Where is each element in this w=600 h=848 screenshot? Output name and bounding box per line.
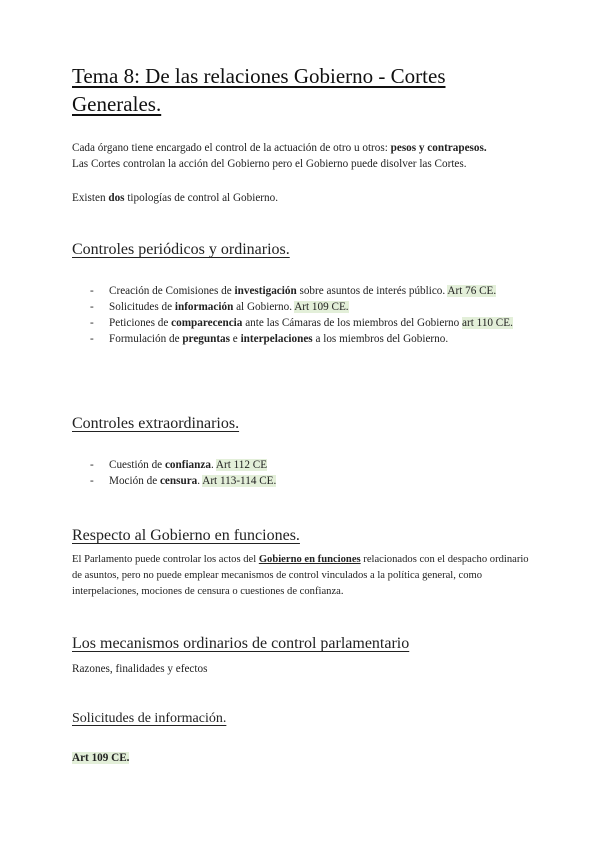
tipologias-paragraph xyxy=(72,190,534,206)
gobierno-en-funciones-term: Gobierno en funciones xyxy=(258,554,361,565)
section-heading-mecanismos: Los mecanismos ordinarios de control parlamentario xyxy=(72,635,410,652)
tipologias-bold: dos xyxy=(108,192,125,204)
article-ref: Art 112 CE xyxy=(215,459,268,471)
list-item: - Solicitudes de información al Gobierno. Art 109 CE. xyxy=(90,301,349,313)
list-item: - Peticiones de comparecencia ante las Cámaras de los miembros del Gobierno art 110 CE. xyxy=(90,317,513,329)
article-ref: Art 109 CE. xyxy=(72,752,130,764)
intro-text: Cada órgano tiene encargado el control de la actuación de otro u otros: xyxy=(72,142,391,154)
intro-bold: pesos y contrapesos. xyxy=(390,142,487,154)
mecanismos-subtitle: Razones, finalidades y efectos xyxy=(72,663,208,675)
article-ref: Art 109 CE. xyxy=(294,301,349,313)
page-title: Tema 8: De las relaciones Gobierno - Cortes Generales. xyxy=(72,64,446,116)
tipologias-post: tipologías de control al Gobierno. xyxy=(124,192,279,204)
article-ref: Art 113-114 CE. xyxy=(202,475,277,487)
article-ref: Art 76 CE. xyxy=(447,285,497,297)
tipologias-pre: Existen xyxy=(72,192,109,204)
list-item: - Moción de censura. Art 113-114 CE. xyxy=(90,475,277,487)
solicitudes-ref xyxy=(72,750,534,766)
list-item: - Creación de Comisiones de investigación sobre asuntos de interés público. Art 76 CE. xyxy=(90,285,497,297)
section-heading-extraordinarios: Controles extraordinarios. xyxy=(72,415,240,432)
funciones-paragraph: El Parlamento puede controlar los actos del Gobierno en funciones relacionados con el despacho ordinario de asuntos, pero no puede emplear mecanismos de control vinculados a la política general, como interpelaciones, mociones de censura o cuestiones de confianza. xyxy=(72,554,529,597)
article-ref: art 110 CE. xyxy=(462,317,513,329)
intro-paragraph xyxy=(72,140,534,172)
section-heading-funciones: Respecto al Gobierno en funciones. xyxy=(72,527,300,544)
extraordinarios-list xyxy=(90,457,520,489)
section-heading-periodicos: Controles periódicos y ordinarios. xyxy=(72,241,290,258)
intro-line2: Las Cortes controlan la acción del Gobierno pero el Gobierno puede disolver las Cortes. xyxy=(72,158,467,170)
section-heading-solicitudes: Solicitudes de información. xyxy=(72,711,227,726)
list-item: - Cuestión de confianza. Art 112 CE xyxy=(90,459,268,471)
list-item: - Formulación de preguntas e interpelaciones a los miembros del Gobierno. xyxy=(90,333,449,345)
periodicos-list xyxy=(90,283,520,347)
